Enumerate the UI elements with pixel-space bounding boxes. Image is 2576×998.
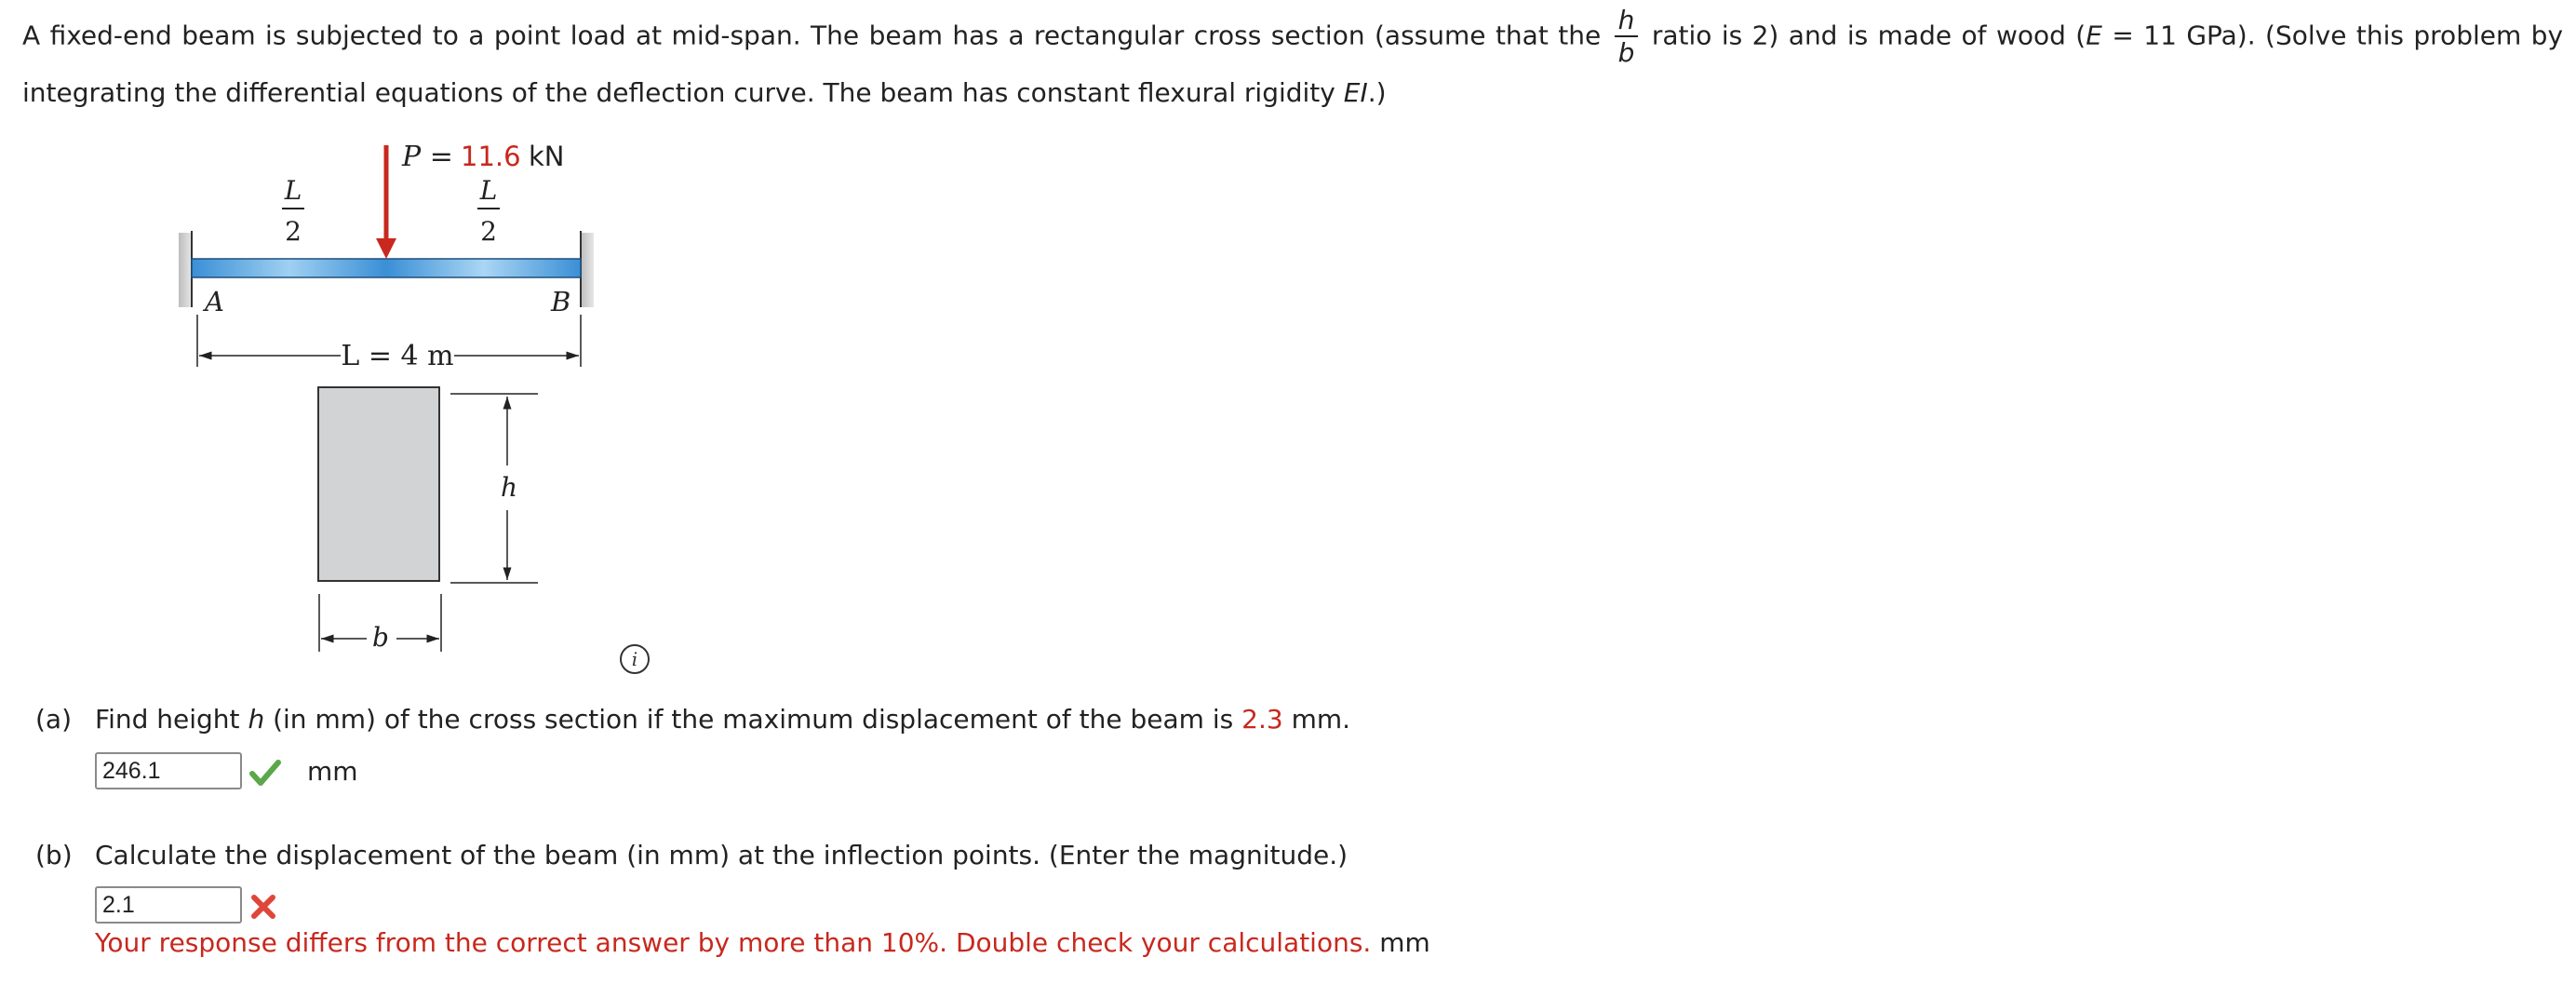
part-a-label: (a)	[35, 704, 73, 735]
part-a-question-1: Find height	[95, 704, 240, 735]
problem-text-3: = 11 GPa). (Solve this problem by integrating the differential equations of the deflection curve. The beam has constant flexural rigidity	[22, 20, 2564, 108]
part-a-question-2: (in mm) of the cross section if the maximum displacement of the beam is	[273, 704, 1234, 735]
ei-symbol: EI	[1343, 77, 1368, 108]
support-a-label: A	[205, 286, 224, 317]
part-b-label: (b)	[35, 840, 73, 870]
checkmark-icon	[249, 759, 281, 787]
height-label: h	[500, 472, 518, 503]
ratio-numerator: h	[1615, 7, 1639, 37]
half-span-left-den: 2	[285, 216, 302, 247]
part-a-h-symbol: h	[248, 704, 265, 735]
part-a-question	[95, 704, 1350, 735]
part-a-unit: mm	[307, 756, 358, 787]
load-label: P =	[402, 141, 453, 173]
right-wall	[581, 233, 594, 307]
part-b-unit: mm	[1379, 927, 1430, 958]
e-symbol: E	[2086, 20, 2102, 51]
part-b-answer-input[interactable]: 2.1	[95, 886, 242, 924]
half-span-left-num: L	[284, 175, 302, 206]
width-label: b	[372, 622, 389, 653]
support-b-label: B	[551, 286, 571, 317]
cross-section	[318, 387, 439, 581]
length-label: L = 4 m	[341, 340, 454, 372]
load-value: 11.6	[461, 141, 521, 172]
info-icon[interactable]: i	[620, 644, 650, 674]
part-a-question-3: mm.	[1291, 704, 1351, 735]
problem-text-2: ratio is 2) and is made of wood (	[1651, 20, 2086, 51]
beam-figure	[140, 128, 605, 668]
problem-statement	[22, 7, 2563, 120]
ratio-fraction	[1615, 7, 1639, 66]
half-span-right-num: L	[479, 175, 498, 206]
part-b-question: Calculate the displacement of the beam (in mm) at the inflection points. (Enter the magnitude.)	[95, 840, 1348, 870]
cross-icon	[249, 893, 277, 921]
part-b-feedback	[95, 927, 1430, 958]
part-b-feedback-text: Your response differs from the correct answer by more than 10%. Double check your calculations.	[95, 927, 1372, 958]
half-span-right-den: 2	[480, 216, 497, 247]
ratio-denominator: b	[1617, 37, 1635, 68]
part-a-answer-input[interactable]: 246.1	[95, 752, 242, 789]
problem-text-1: A fixed-end beam is subjected to a point load at mid-span. The beam has a rectangular cross section (assume that the	[22, 20, 1602, 51]
left-wall	[179, 233, 192, 307]
beam	[192, 259, 581, 277]
part-a-max-displacement: 2.3	[1241, 704, 1283, 735]
load-unit: kN	[529, 141, 565, 172]
problem-text-4: .)	[1367, 77, 1387, 108]
